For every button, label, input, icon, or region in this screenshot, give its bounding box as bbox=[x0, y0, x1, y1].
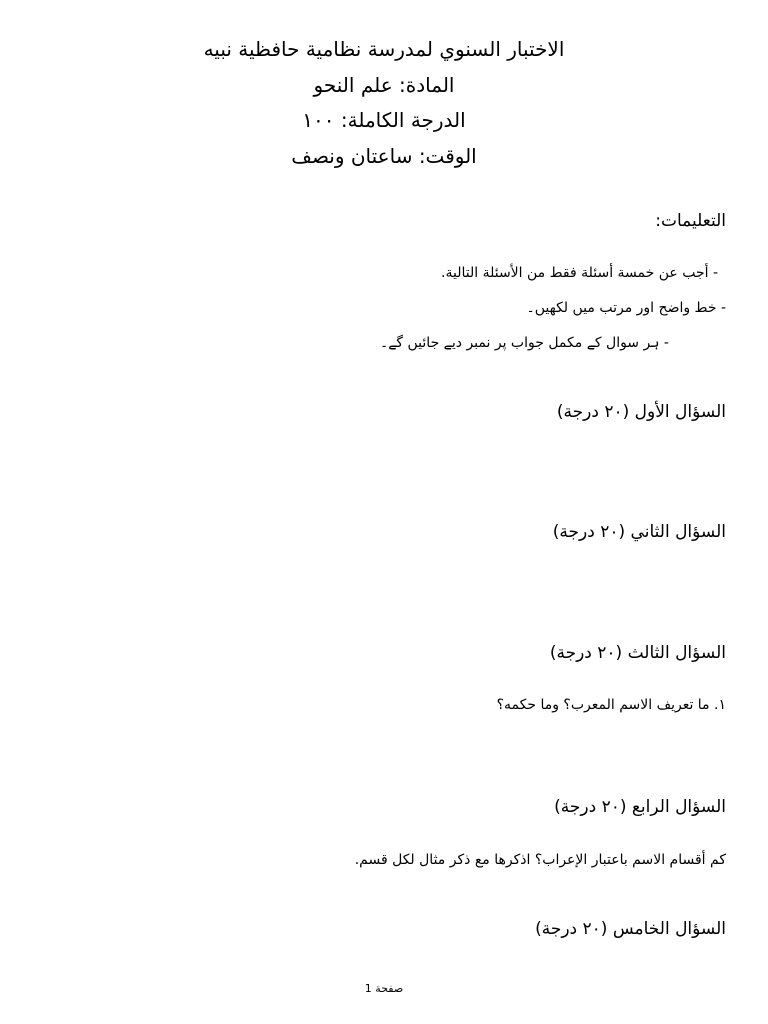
exam-subject: المادة: علم النحو bbox=[313, 73, 455, 97]
question-1-heading: السؤال الأول (٢٠ درجة) bbox=[556, 402, 726, 422]
instruction-item: - ہر سوال کے مکمل جواب پر نمبر دیے جائیں گے۔ bbox=[380, 335, 669, 351]
page-number: صفحة 1 bbox=[364, 982, 404, 995]
question-4-heading: السؤال الرابع (٢٠ درجة) bbox=[554, 797, 726, 817]
exam-title: الاختبار السنوي لمدرسة نظامية حافظية نبيه bbox=[203, 37, 565, 61]
question-5-heading: السؤال الخامس (٢٠ درجة) bbox=[535, 919, 726, 939]
exam-total-marks: الدرجة الكاملة: ١٠٠ bbox=[302, 108, 466, 132]
instruction-item: - خط واضح اور مرتب میں لکھیں۔ bbox=[526, 300, 726, 316]
instruction-item: - أجب عن خمسة أسئلة فقط من الأسئلة التالية. bbox=[441, 265, 718, 281]
exam-time: الوقت: ساعتان ونصف bbox=[291, 144, 477, 168]
question-3-text: ١. ما تعريف الاسم المعرب؟ وما حكمه؟ bbox=[496, 697, 726, 713]
instructions-heading: التعليمات: bbox=[655, 211, 726, 231]
question-2-heading: السؤال الثاني (٢٠ درجة) bbox=[552, 522, 726, 542]
question-4-text: كم أقسام الاسم باعتبار الإعراب؟ اذكرها مع ذكر مثال لكل قسم. bbox=[354, 852, 726, 868]
question-3-heading: السؤال الثالث (٢٠ درجة) bbox=[549, 643, 726, 663]
